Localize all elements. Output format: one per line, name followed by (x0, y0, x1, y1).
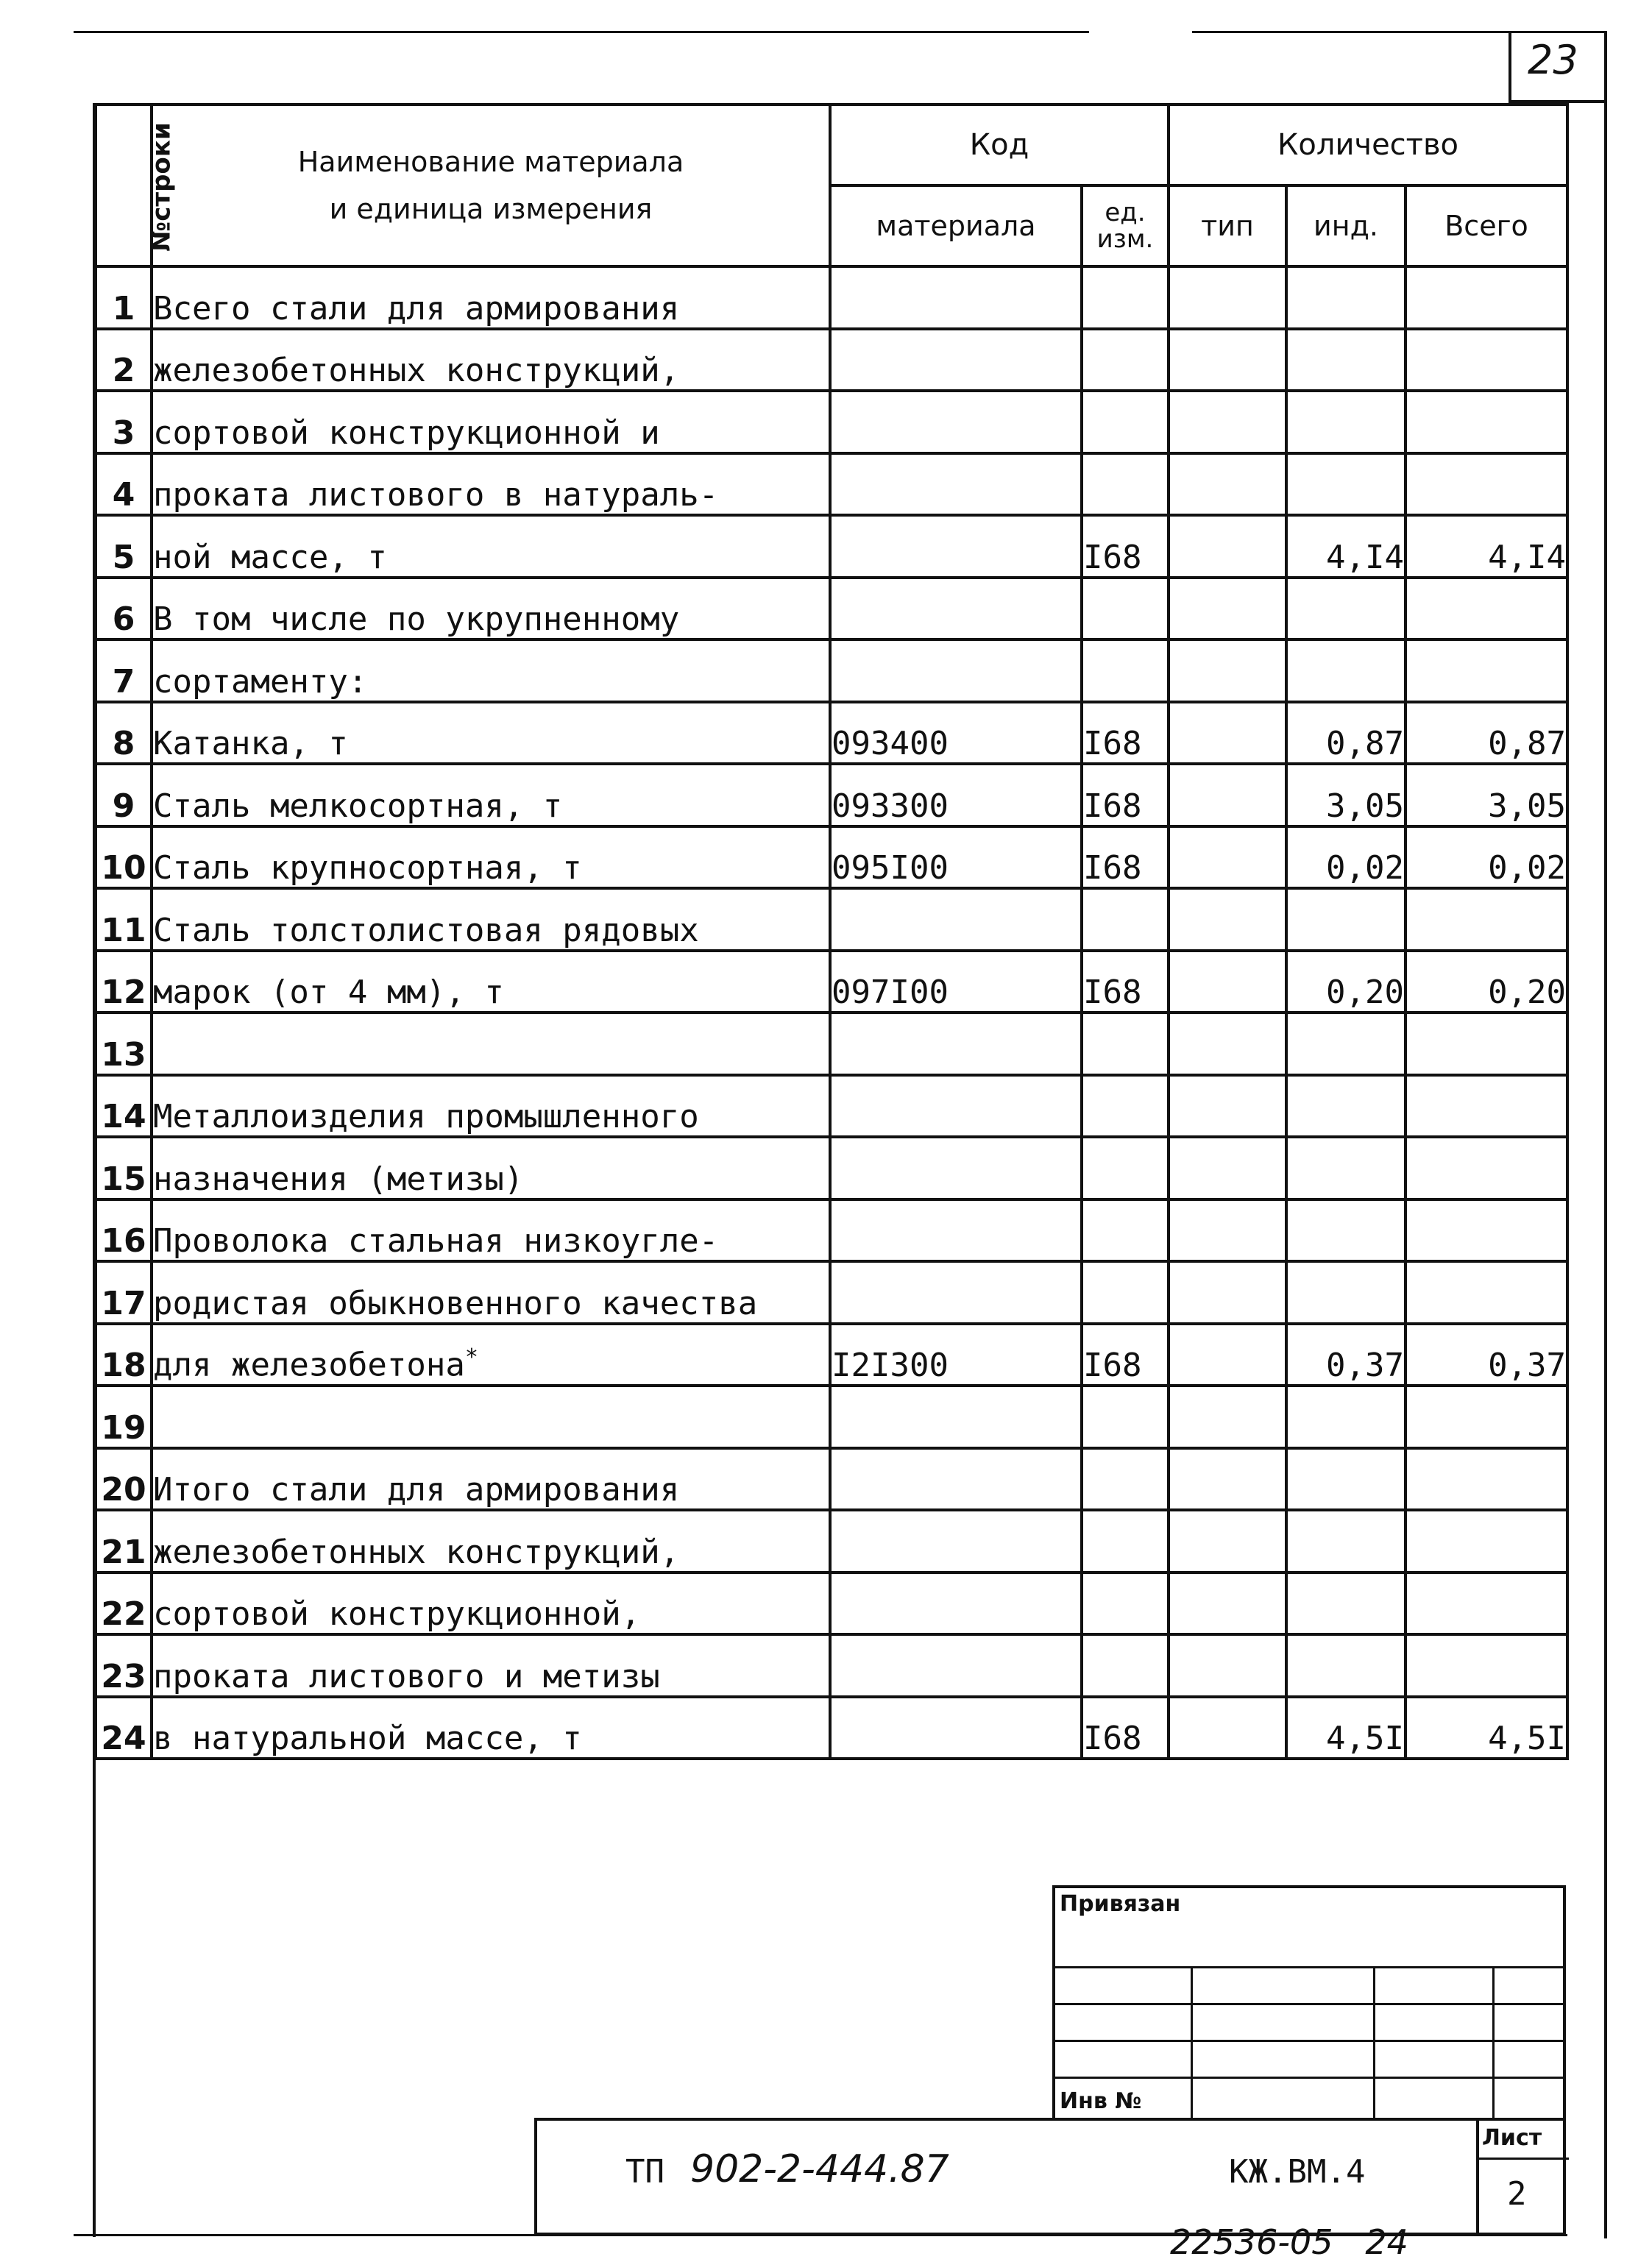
quantity-total (1405, 1137, 1567, 1199)
unit-code (1082, 888, 1169, 951)
unit-code (1082, 1075, 1169, 1138)
unit-code (1082, 1510, 1169, 1573)
row-number: 13 (96, 1013, 152, 1075)
table-row (96, 639, 1567, 702)
material-code (830, 578, 1082, 640)
unit-code: I68 (1082, 951, 1169, 1013)
quantity-ind: 0,37 (1286, 1324, 1405, 1386)
quantity-type (1169, 453, 1286, 516)
frame-top-line-left (74, 31, 1089, 33)
table-row (96, 826, 1567, 889)
quantity-total: 0,20 (1405, 951, 1567, 1013)
quantity-ind: 4,5I (1286, 1697, 1405, 1759)
header-code-unit: ед. изм. (1082, 185, 1169, 266)
row-number: 20 (96, 1448, 152, 1511)
quantity-total (1405, 639, 1567, 702)
quantity-type (1169, 1137, 1286, 1199)
material-name: марок (от 4 мм), т (152, 951, 830, 1013)
quantity-total: 0,37 (1405, 1324, 1567, 1386)
material-code (830, 1075, 1082, 1138)
row-number: 2 (96, 329, 152, 391)
unit-code: I68 (1082, 826, 1169, 889)
quantity-type (1169, 1634, 1286, 1697)
unit-code (1082, 1634, 1169, 1697)
quantity-type (1169, 578, 1286, 640)
quantity-ind (1286, 1634, 1405, 1697)
material-name: Металлоизделия промышленного (152, 1075, 830, 1138)
quantity-type (1169, 764, 1286, 826)
table-row (96, 1199, 1567, 1262)
material-code (830, 1448, 1082, 1511)
row-number: 6 (96, 578, 152, 640)
unit-code: I68 (1082, 515, 1169, 578)
row-number: 17 (96, 1261, 152, 1324)
quantity-ind (1286, 1075, 1405, 1138)
material-code: 093400 (830, 702, 1082, 765)
quantity-total (1405, 1013, 1567, 1075)
quantity-total: 3,05 (1405, 764, 1567, 826)
material-code (830, 391, 1082, 453)
quantity-ind (1286, 639, 1405, 702)
quantity-ind (1286, 1510, 1405, 1573)
material-name: проката листового в натураль- (152, 453, 830, 516)
header-code-material: материала (830, 185, 1082, 266)
stamp-hline-3 (1055, 2040, 1563, 2042)
footnote-mark: * (464, 1344, 478, 1371)
quantity-type (1169, 1448, 1286, 1511)
row-number: 11 (96, 888, 152, 951)
row-number: 1 (96, 266, 152, 329)
quantity-ind (1286, 1013, 1405, 1075)
material-name: сортовой конструкционной, (152, 1573, 830, 1635)
unit-code (1082, 1261, 1169, 1324)
header-name: Наименование материала и единица измерения (152, 104, 830, 266)
frame-right-line (1604, 31, 1607, 2238)
table-row (96, 578, 1567, 640)
material-code (830, 329, 1082, 391)
row-number: 18 (96, 1324, 152, 1386)
quantity-total (1405, 1199, 1567, 1262)
quantity-total (1405, 888, 1567, 951)
quantity-total (1405, 453, 1567, 516)
quantity-total (1405, 1634, 1567, 1697)
attached-label: Привязан (1060, 1891, 1181, 1917)
table-row (96, 1137, 1567, 1199)
stamp-vline-2 (1373, 1966, 1375, 2121)
material-name (152, 1013, 830, 1075)
row-number: 16 (96, 1199, 152, 1262)
row-number: 12 (96, 951, 152, 1013)
header-qty-type: тип (1169, 185, 1286, 266)
table-row (96, 391, 1567, 453)
quantity-type (1169, 1386, 1286, 1448)
table-row (96, 329, 1567, 391)
doc-code: КЖ.ВМ.4 (1229, 2153, 1366, 2191)
sheet-label: Лист (1482, 2125, 1542, 2151)
unit-code (1082, 1386, 1169, 1448)
quantity-total (1405, 1510, 1567, 1573)
quantity-type (1169, 515, 1286, 578)
sheet-number: 2 (1507, 2175, 1527, 2213)
quantity-ind (1286, 1448, 1405, 1511)
quantity-ind (1286, 1573, 1405, 1635)
quantity-total (1405, 329, 1567, 391)
material-name: родистая обыкновенного качества (152, 1261, 830, 1324)
table-row (96, 1386, 1567, 1448)
stamp-vline-3 (1492, 1966, 1495, 2121)
quantity-total (1405, 1448, 1567, 1511)
table-row (96, 1324, 1567, 1386)
quantity-total (1405, 1573, 1567, 1635)
material-code (830, 1261, 1082, 1324)
row-number: 21 (96, 1510, 152, 1573)
material-code (830, 1199, 1082, 1262)
quantity-ind (1286, 453, 1405, 516)
material-name: проката листового и метизы (152, 1634, 830, 1697)
material-name: Проволока стальная низкоугле- (152, 1199, 830, 1262)
quantity-type (1169, 826, 1286, 889)
quantity-total (1405, 266, 1567, 329)
table-row (96, 702, 1567, 765)
quantity-type (1169, 1199, 1286, 1262)
table-row (96, 1510, 1567, 1573)
quantity-ind (1286, 266, 1405, 329)
row-number: 24 (96, 1697, 152, 1759)
header-quantity: Количество (1169, 104, 1567, 185)
stamp-hline-1 (1055, 1966, 1563, 1968)
material-name: Катанка, т (152, 702, 830, 765)
quantity-total: 0,87 (1405, 702, 1567, 765)
table-row (96, 1634, 1567, 1697)
quantity-type (1169, 951, 1286, 1013)
quantity-type (1169, 639, 1286, 702)
table-row (96, 1013, 1567, 1075)
row-number: 9 (96, 764, 152, 826)
header-qty-ind: инд. (1286, 185, 1405, 266)
unit-code: I68 (1082, 764, 1169, 826)
page-number: 23 (1528, 37, 1578, 83)
table-row (96, 453, 1567, 516)
quantity-type (1169, 1697, 1286, 1759)
unit-code: I68 (1082, 702, 1169, 765)
material-name: В том числе по укрупненному (152, 578, 830, 640)
unit-code: I68 (1082, 1324, 1169, 1386)
sheet-vline (1476, 2121, 1479, 2233)
quantity-total (1405, 1261, 1567, 1324)
bottom-handwritten-number: 22536-05 24 (1170, 2222, 1408, 2262)
material-name: Сталь толстолистовая рядовых (152, 888, 830, 951)
material-name: Сталь мелкосортная, т (152, 764, 830, 826)
material-name: для железобетона* (152, 1324, 830, 1386)
quantity-ind: 3,05 (1286, 764, 1405, 826)
quantity-total (1405, 578, 1567, 640)
quantity-type (1169, 266, 1286, 329)
material-name: Всего стали для армирования (152, 266, 830, 329)
unit-code (1082, 578, 1169, 640)
table-row (96, 951, 1567, 1013)
row-number: 5 (96, 515, 152, 578)
table-row (96, 1448, 1567, 1511)
quantity-total (1405, 1386, 1567, 1448)
material-code: 095I00 (830, 826, 1082, 889)
material-code (830, 1697, 1082, 1759)
quantity-ind: 4,I4 (1286, 515, 1405, 578)
table-row (96, 888, 1567, 951)
quantity-total (1405, 1075, 1567, 1138)
unit-code (1082, 266, 1169, 329)
quantity-type (1169, 1013, 1286, 1075)
quantity-total: 0,02 (1405, 826, 1567, 889)
quantity-type (1169, 1324, 1286, 1386)
material-code: 097I00 (830, 951, 1082, 1013)
stamp-hline-2 (1055, 2003, 1563, 2005)
unit-code (1082, 1137, 1169, 1199)
attached-stamp (1052, 1885, 1566, 2121)
row-number: 15 (96, 1137, 152, 1199)
header-qty-total: Всего (1405, 185, 1567, 266)
table-row (96, 515, 1567, 578)
materials-table (94, 103, 1569, 1760)
material-code (830, 1573, 1082, 1635)
unit-code (1082, 1013, 1169, 1075)
material-code (830, 1634, 1082, 1697)
material-name: Итого стали для армирования (152, 1448, 830, 1511)
row-number: 4 (96, 453, 152, 516)
unit-code (1082, 391, 1169, 453)
quantity-total: 4,I4 (1405, 515, 1567, 578)
row-number: 19 (96, 1386, 152, 1448)
material-code (830, 266, 1082, 329)
row-number: 3 (96, 391, 152, 453)
quantity-ind (1286, 578, 1405, 640)
table-row (96, 1261, 1567, 1324)
table-row (96, 1075, 1567, 1138)
unit-code (1082, 1448, 1169, 1511)
stamp-hline-4 (1055, 2077, 1563, 2079)
quantity-ind: 0,20 (1286, 951, 1405, 1013)
quantity-ind (1286, 391, 1405, 453)
quantity-type (1169, 888, 1286, 951)
material-code (830, 453, 1082, 516)
quantity-ind (1286, 329, 1405, 391)
unit-code (1082, 1573, 1169, 1635)
quantity-ind: 0,87 (1286, 702, 1405, 765)
table-row (96, 1697, 1567, 1759)
stamp-vline-1 (1191, 1966, 1193, 2121)
row-number: 8 (96, 702, 152, 765)
quantity-total: 4,5I (1405, 1697, 1567, 1759)
table-row (96, 266, 1567, 329)
quantity-type (1169, 329, 1286, 391)
material-name: назначения (метизы) (152, 1137, 830, 1199)
material-name (152, 1386, 830, 1448)
quantity-type (1169, 1573, 1286, 1635)
material-code (830, 1510, 1082, 1573)
quantity-ind: 0,02 (1286, 826, 1405, 889)
table-row (96, 764, 1567, 826)
doc-number: 902-2-444.87 (690, 2147, 949, 2191)
material-name: сортаменту: (152, 639, 830, 702)
material-code (830, 1013, 1082, 1075)
material-code (830, 888, 1082, 951)
material-code (830, 639, 1082, 702)
quantity-ind (1286, 1137, 1405, 1199)
quantity-type (1169, 391, 1286, 453)
unit-code (1082, 329, 1169, 391)
material-code: I2I300 (830, 1324, 1082, 1386)
sheet-hline (1476, 2158, 1569, 2160)
unit-code (1082, 639, 1169, 702)
material-code (830, 1386, 1082, 1448)
material-name: Сталь крупносортная, т (152, 826, 830, 889)
title-block (534, 2118, 1566, 2236)
unit-code (1082, 1199, 1169, 1262)
material-name: железобетонных конструкций, (152, 1510, 830, 1573)
quantity-ind (1286, 888, 1405, 951)
material-name: железобетонных конструкций, (152, 329, 830, 391)
row-number: 14 (96, 1075, 152, 1138)
row-number: 23 (96, 1634, 152, 1697)
quantity-ind (1286, 1261, 1405, 1324)
material-name: в натуральной массе, т (152, 1697, 830, 1759)
material-code (830, 1137, 1082, 1199)
header-code: Код (830, 104, 1169, 185)
table-row (96, 1573, 1567, 1635)
header-row-number: №строки (96, 104, 152, 266)
material-code (830, 515, 1082, 578)
unit-code (1082, 453, 1169, 516)
doc-prefix: ТП (625, 2153, 664, 2191)
row-number: 10 (96, 826, 152, 889)
material-name: сортовой конструкционной и (152, 391, 830, 453)
table-body (96, 266, 1567, 1759)
row-number: 7 (96, 639, 152, 702)
quantity-type (1169, 1261, 1286, 1324)
quantity-type (1169, 1510, 1286, 1573)
row-number: 22 (96, 1573, 152, 1635)
material-name: ной массе, т (152, 515, 830, 578)
unit-code: I68 (1082, 1697, 1169, 1759)
quantity-type (1169, 702, 1286, 765)
material-code: 093300 (830, 764, 1082, 826)
inv-number-label: Инв № (1060, 2088, 1142, 2114)
page-number-box (1509, 31, 1604, 103)
quantity-ind (1286, 1199, 1405, 1262)
quantity-ind (1286, 1386, 1405, 1448)
quantity-type (1169, 1075, 1286, 1138)
quantity-total (1405, 391, 1567, 453)
